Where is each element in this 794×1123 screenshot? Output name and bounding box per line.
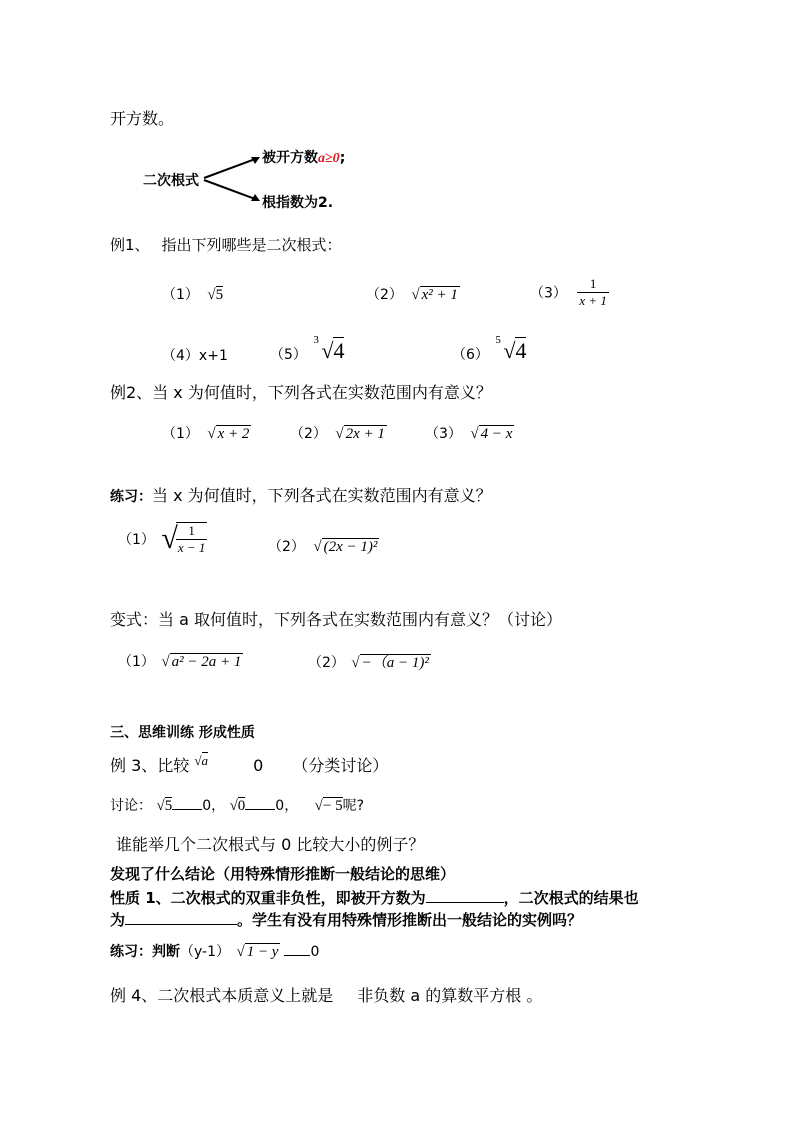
practice2-blank[interactable] — [284, 941, 310, 956]
ex1-item-3: （3） $\frac{1}{x + 1}$ — [530, 276, 607, 308]
ex2-item-3: （3） √ 4 − x — [425, 426, 513, 442]
section3-title: 三、思维训练 形成性质 — [110, 725, 255, 741]
discuss-line: 讨论： √5 0， √0 0， √− 5呢? — [110, 795, 364, 815]
question-line: 谁能举几个二次根式与 0 比较大小的例子？ — [116, 835, 425, 854]
ex1-item-4: （4）x+1 — [162, 348, 228, 364]
property-blank-1[interactable] — [426, 888, 504, 903]
diagram-branch-arrows — [200, 150, 264, 210]
diagram-top-label: 被开方数a≥0; — [262, 150, 346, 166]
ex2-heading: 例2、当 x 为何值时，下列各式在实数范围内有意义？ — [110, 383, 492, 402]
ex1-item-5: （5） 3 √4 — [270, 334, 345, 363]
property-line: 性质 1、二次根式的双重非负性，即被开方数为 ，二次根式的结果也 — [110, 889, 639, 907]
practice1-item-2: （2） √ (2x − 1)² — [268, 539, 378, 555]
diagram-bottom-label: 根指数为2. — [262, 195, 334, 211]
ex1-item-1: （1） √5 — [162, 287, 224, 303]
ex3-line: 例 3、比较 $^{√a}$ 0 （分类讨论） — [110, 753, 389, 775]
variant-heading: 变式：当 a 取何值时，下列各式在实数范围内有意义？（讨论） — [110, 610, 562, 629]
practice1-heading: 练习：当 x 为何值时，下列各式在实数范围内有意义？ — [110, 486, 492, 505]
variant-item-2: （2） √ −（a − 1)² — [308, 655, 429, 671]
discuss-blank-1[interactable] — [172, 795, 202, 810]
conclusion-line1: 发现了什么结论（用特殊情形推断一般结论的思维） — [110, 865, 456, 883]
property-blank-2[interactable] — [125, 910, 237, 925]
ex1-heading: 例1、 指出下列哪些是二次根式： — [110, 236, 342, 254]
diagram-condition: a≥0 — [318, 151, 340, 166]
practice2-line: 练习：判断（y-1） √ 1 − y 0 — [110, 941, 319, 961]
ex4-line: 例 4、二次根式本质意义上就是 非负数 a 的算数平方根 。 — [110, 986, 543, 1005]
diagram-center-label: 二次根式 — [143, 173, 199, 189]
ex1-item-2: （2） √ x² + 1 — [366, 287, 458, 303]
discuss-blank-2[interactable] — [245, 795, 275, 810]
ex2-item-2: （2） √ 2x + 1 — [290, 426, 385, 442]
ex2-item-1: （1） √ x + 2 — [162, 426, 250, 442]
property-line-2: 为 。学生有没有用特殊情形推断出一般结论的实例吗？ — [110, 911, 583, 929]
intro-text: 开方数。 — [110, 109, 175, 128]
variant-item-1: （1） √ a² − 2a + 1 — [118, 654, 242, 670]
ex1-item-6: （6） 5 √4 — [452, 334, 527, 363]
practice1-item-1: （1） √ $\frac{1}{x - 1}$ — [118, 522, 206, 555]
